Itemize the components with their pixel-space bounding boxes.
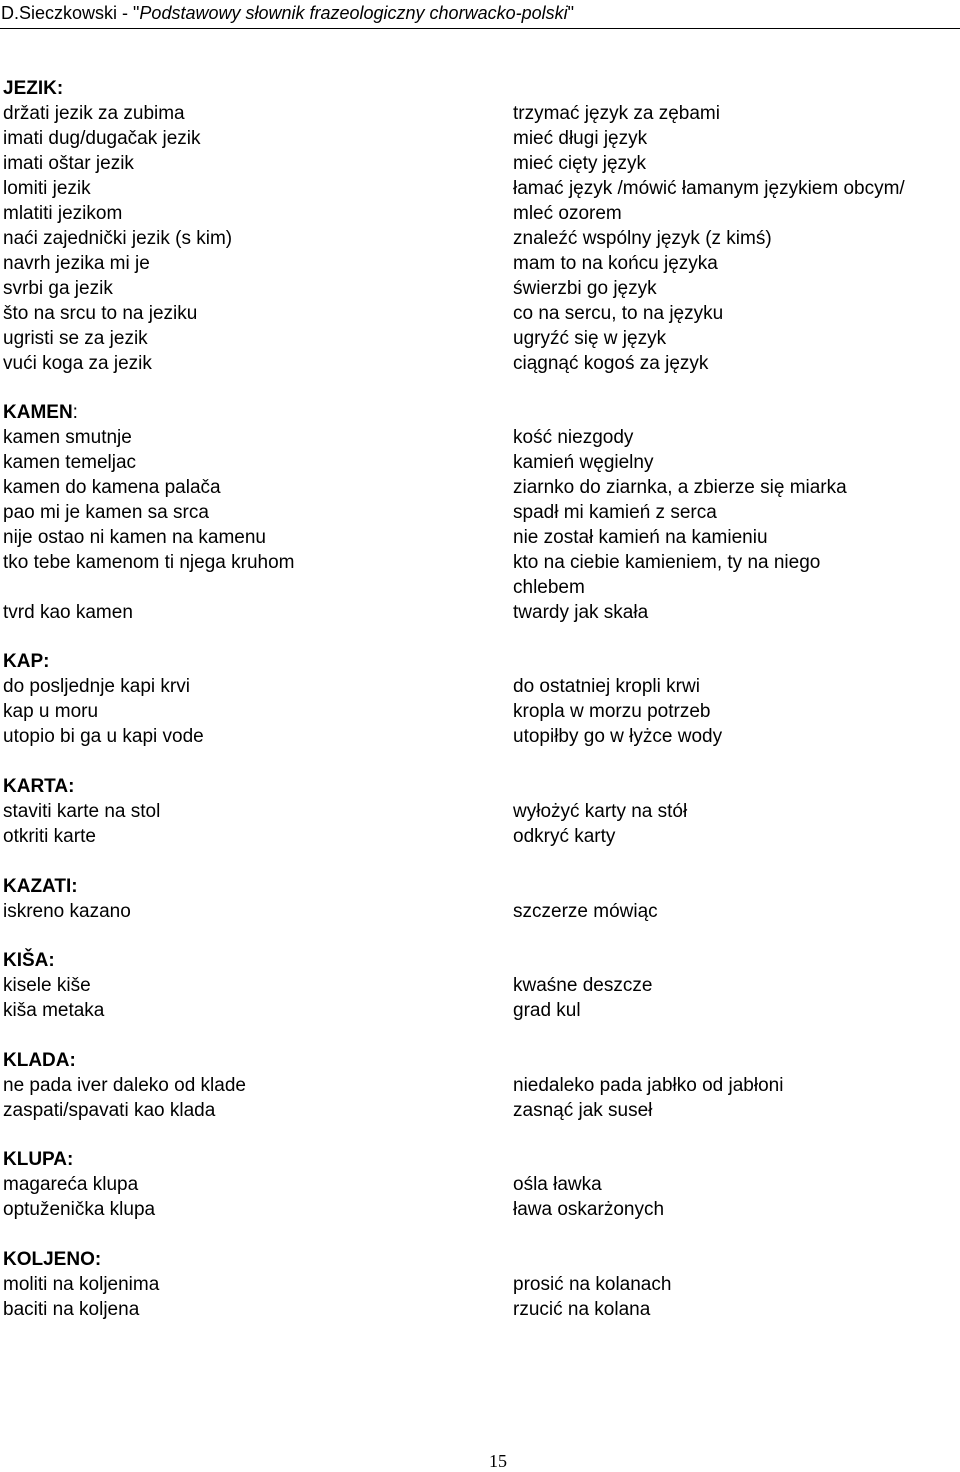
polish-translation: ugryźć się w język: [513, 328, 667, 349]
croatian-phrase: iskreno kazano: [3, 901, 131, 922]
entry-headword: [3, 1147, 73, 1172]
phrase-row: [0, 151, 960, 176]
croatian-phrase: nije ostao ni kamen na kamenu: [3, 527, 266, 548]
croatian-phrase: naći zajednički jezik (s kim): [3, 228, 233, 249]
phrase-row: [0, 201, 960, 226]
entry-headword: [3, 948, 55, 973]
croatian-phrase: zaspati/spavati kao klada: [3, 1100, 216, 1121]
polish-translation: szczerze mówiąc: [513, 901, 658, 922]
polish-translation: nie został kamień na kamieniu: [513, 527, 768, 548]
page-number: 15: [489, 1451, 507, 1471]
croatian-phrase: što na srcu to na jeziku: [3, 303, 198, 324]
headword-text: KAP:: [3, 651, 50, 672]
headword-text: KIŠA:: [3, 950, 55, 971]
phrase-row: [0, 500, 960, 525]
croatian-phrase: tko tebe kamenom ti njega kruhom: [3, 552, 295, 573]
croatian-phrase: pao mi je kamen sa srca: [3, 502, 209, 523]
croatian-phrase: kiša metaka: [3, 1000, 105, 1021]
phrase-row: [0, 176, 960, 201]
phrase-row: [0, 724, 960, 749]
phrase-row: [0, 326, 960, 351]
croatian-phrase: kamen do kamena palača: [3, 477, 221, 498]
header-author: D.Sieczkowski - ": [1, 3, 140, 23]
phrase-row: [0, 575, 960, 600]
phrase-row: [0, 475, 960, 500]
phrase-row: [0, 251, 960, 276]
phrase-row: [0, 1272, 960, 1297]
phrase-row: [0, 126, 960, 151]
page-header: [0, 0, 960, 30]
phrase-row: [0, 973, 960, 998]
header-closing-quote: ": [567, 3, 574, 23]
phrase-row: [0, 1098, 960, 1123]
phrase-row: [0, 1073, 960, 1098]
phrase-row: [0, 301, 960, 326]
phrase-row: [0, 101, 960, 126]
phrase-row: [0, 425, 960, 450]
phrase-row: [0, 824, 960, 849]
polish-translation: do ostatniej kropli krwi: [513, 676, 700, 697]
phrase-row: [0, 1197, 960, 1222]
polish-translation: zasnąć jak suseł: [513, 1100, 653, 1121]
headword-text: KOLJENO:: [3, 1249, 102, 1270]
entry-headword: [3, 76, 63, 101]
polish-translation: świerzbi go język: [513, 278, 657, 299]
croatian-phrase: do posljednje kapi krvi: [3, 676, 190, 697]
header-rule: [0, 28, 960, 29]
entry-headword: [3, 649, 49, 674]
header-book-title: Podstawowy słownik frazeologiczny chorwacko-polski: [139, 3, 568, 23]
polish-translation: ośla ławka: [513, 1174, 602, 1195]
croatian-phrase: ugristi se za jezik: [3, 328, 148, 349]
phrase-row: [0, 998, 960, 1023]
phrase-row: [0, 525, 960, 550]
croatian-phrase: kap u moru: [3, 701, 99, 722]
headword-colon: :: [72, 402, 78, 423]
headword-text: KLADA:: [3, 1050, 76, 1071]
croatian-phrase: imati oštar jezik: [3, 153, 134, 174]
croatian-phrase: držati jezik za zubima: [3, 103, 185, 124]
phrase-row: [0, 1172, 960, 1197]
croatian-phrase: svrbi ga jezik: [3, 278, 113, 299]
polish-translation: grad kul: [513, 1000, 581, 1021]
polish-translation: mieć cięty język: [513, 153, 647, 174]
polish-translation: wyłożyć karty na stół: [513, 801, 688, 822]
croatian-phrase: baciti na koljena: [3, 1299, 140, 1320]
polish-translation: co na sercu, to na języku: [513, 303, 724, 324]
entry-headword: [3, 874, 78, 899]
phrase-row: [0, 674, 960, 699]
polish-translation: prosić na kolanach: [513, 1274, 672, 1295]
phrase-row: [0, 899, 960, 924]
headword-text: JEZIK:: [3, 78, 64, 99]
polish-translation: niedaleko pada jabłko od jabłoni: [513, 1075, 784, 1096]
croatian-phrase: otkriti karte: [3, 826, 96, 847]
croatian-phrase: staviti karte na stol: [3, 801, 161, 822]
polish-translation: kwaśne deszcze: [513, 975, 653, 996]
headword-text: KAMEN: [3, 402, 73, 423]
croatian-phrase: tvrd kao kamen: [3, 602, 133, 623]
polish-translation: kto na ciebie kamieniem, ty na niego: [513, 552, 821, 573]
phrase-row: [0, 450, 960, 475]
polish-translation: łamać język /mówić łamanym językiem obcym/: [513, 178, 905, 199]
croatian-phrase: vući koga za jezik: [3, 353, 152, 374]
croatian-phrase: moliti na koljenima: [3, 1274, 160, 1295]
phrase-row: [0, 600, 960, 625]
phrase-row: [0, 351, 960, 376]
polish-translation: spadł mi kamień z serca: [513, 502, 717, 523]
phrase-row: [0, 276, 960, 301]
phrase-row: [0, 799, 960, 824]
phrase-row: [0, 550, 960, 575]
croatian-phrase: kisele kiše: [3, 975, 91, 996]
croatian-phrase: ne pada iver daleko od klade: [3, 1075, 246, 1096]
croatian-phrase: magareća klupa: [3, 1174, 139, 1195]
polish-translation: ława oskarżonych: [513, 1199, 665, 1220]
polish-translation: kość niezgody: [513, 427, 634, 448]
polish-translation: mieć długi język: [513, 128, 648, 149]
phrase-row: [0, 1297, 960, 1322]
polish-translation: znaleźć wspólny język (z kimś): [513, 228, 772, 249]
polish-translation: ziarnko do ziarnka, a zbierze się miarka: [513, 477, 847, 498]
polish-translation: mleć ozorem: [513, 203, 622, 224]
polish-translation: utopiłby go w łyżce wody: [513, 726, 723, 747]
phrase-row: [0, 226, 960, 251]
headword-text: KARTA:: [3, 776, 75, 797]
croatian-phrase: mlatiti jezikom: [3, 203, 123, 224]
polish-translation: ciągnąć kogoś za język: [513, 353, 709, 374]
polish-translation: mam to na końcu języka: [513, 253, 718, 274]
polish-translation: rzucić na kolana: [513, 1299, 651, 1320]
polish-translation: kropla w morzu potrzeb: [513, 701, 711, 722]
entry-headword: [3, 774, 74, 799]
polish-translation: chlebem: [513, 577, 585, 598]
polish-translation: kamień węgielny: [513, 452, 654, 473]
headword-text: KLUPA:: [3, 1149, 74, 1170]
croatian-phrase: imati dug/dugačak jezik: [3, 128, 201, 149]
entry-headword: [3, 1048, 76, 1073]
croatian-phrase: kamen temeljac: [3, 452, 137, 473]
polish-translation: twardy jak skała: [513, 602, 649, 623]
phrase-row: [0, 699, 960, 724]
entry-headword: [3, 400, 78, 425]
polish-translation: trzymać język za zębami: [513, 103, 720, 124]
croatian-phrase: kamen smutnje: [3, 427, 132, 448]
entry-headword: [3, 1247, 101, 1272]
croatian-phrase: utopio bi ga u kapi vode: [3, 726, 204, 747]
croatian-phrase: navrh jezika mi je: [3, 253, 150, 274]
croatian-phrase: lomiti jezik: [3, 178, 91, 199]
polish-translation: odkryć karty: [513, 826, 616, 847]
croatian-phrase: optuženička klupa: [3, 1199, 156, 1220]
headword-text: KAZATI:: [3, 876, 78, 897]
